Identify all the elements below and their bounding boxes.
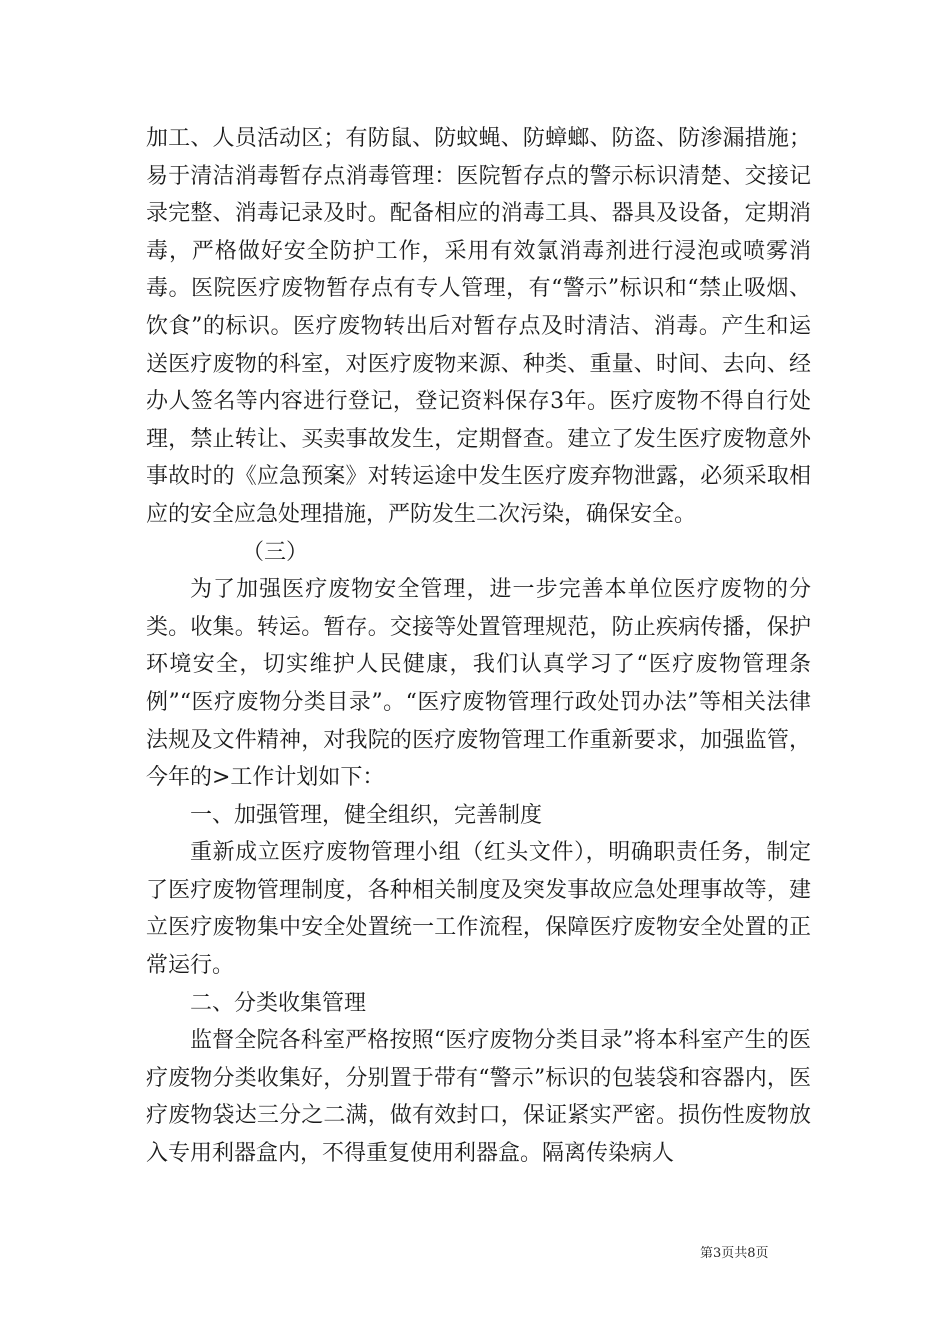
paragraph-management-group: 重新成立医疗废物管理小组（红头文件），明确职责任务，制定了医疗废物管理制度，各种相关制度及突发事故应急处理事故等，建立医疗废物集中安全处置统一工作流程，保障医疗废物安全处置的正常运行。 xyxy=(146,840,811,979)
paragraph-intro-plan: 为了加强医疗废物安全管理，进一步完善本单位医疗废物的分类。收集。转运。暂存。交接等处置管理规范，防止疾病传播，保护环境安全，切实维护人民健康，我们认真学习了“医疗废物管理条例”“医疗废物分类目录”。“医疗废物管理行政处罚办法”等相关法律法规及文件精神，对我院的医疗废物管理工作重新要求，加强监管，今年的>工作计划如下： xyxy=(146,577,811,791)
paragraph-storage-disinfection: 加工、人员活动区；有防鼠、防蚊蝇、防蟑螂、防盗、防渗漏措施；易于清洁消毒暂存点消毒管理：医院暂存点的警示标识清楚、交接记录完整、消毒记录及时。配备相应的消毒工具、器具及设备，定期消毒，严格做好安全防护工作，采用有效氯消毒剂进行浸泡或喷雾消毒。医院医疗废物暂存点有专人管理，有“警示”标识和“禁止吸烟、饮食”的标识。医疗废物转出后对暂存点及时清洁、消毒。产生和运送医疗废物的科室，对医疗废物来源、种类、重量、时间、去向、经办人签名等内容进行登记，登记资料保存3年。医疗废物不得自行处理，禁止转让、买卖事故发生，定期督查。建立了发生医疗废物意外事故时的《应急预案》对转运途中发生医疗废弃物泄露，必须采取相应的安全应急处理措施，严防发生二次污染，确保安全。 xyxy=(146,126,811,527)
heading-classified-collection: 二、分类收集管理 xyxy=(190,990,367,1016)
section-heading-three: （三） xyxy=(242,539,309,565)
heading-strengthen-management: 一、加强管理，健全组织，完善制度 xyxy=(190,802,543,828)
paragraph-collection-details: 监督全院各科室严格按照“医疗废物分类目录”将本科室产生的医疗废物分类收集好，分别置于带有“警示”标识的包装袋和容器内，医疗废物袋达三分之二满，做有效封口，保证紧实严密。损伤性废物放入专用利器盒内，不得重复使用利器盒。隔离传染病人 xyxy=(146,1028,811,1167)
page-number-footer: 第3页共8页 xyxy=(700,1246,769,1261)
document-body xyxy=(146,120,811,1173)
